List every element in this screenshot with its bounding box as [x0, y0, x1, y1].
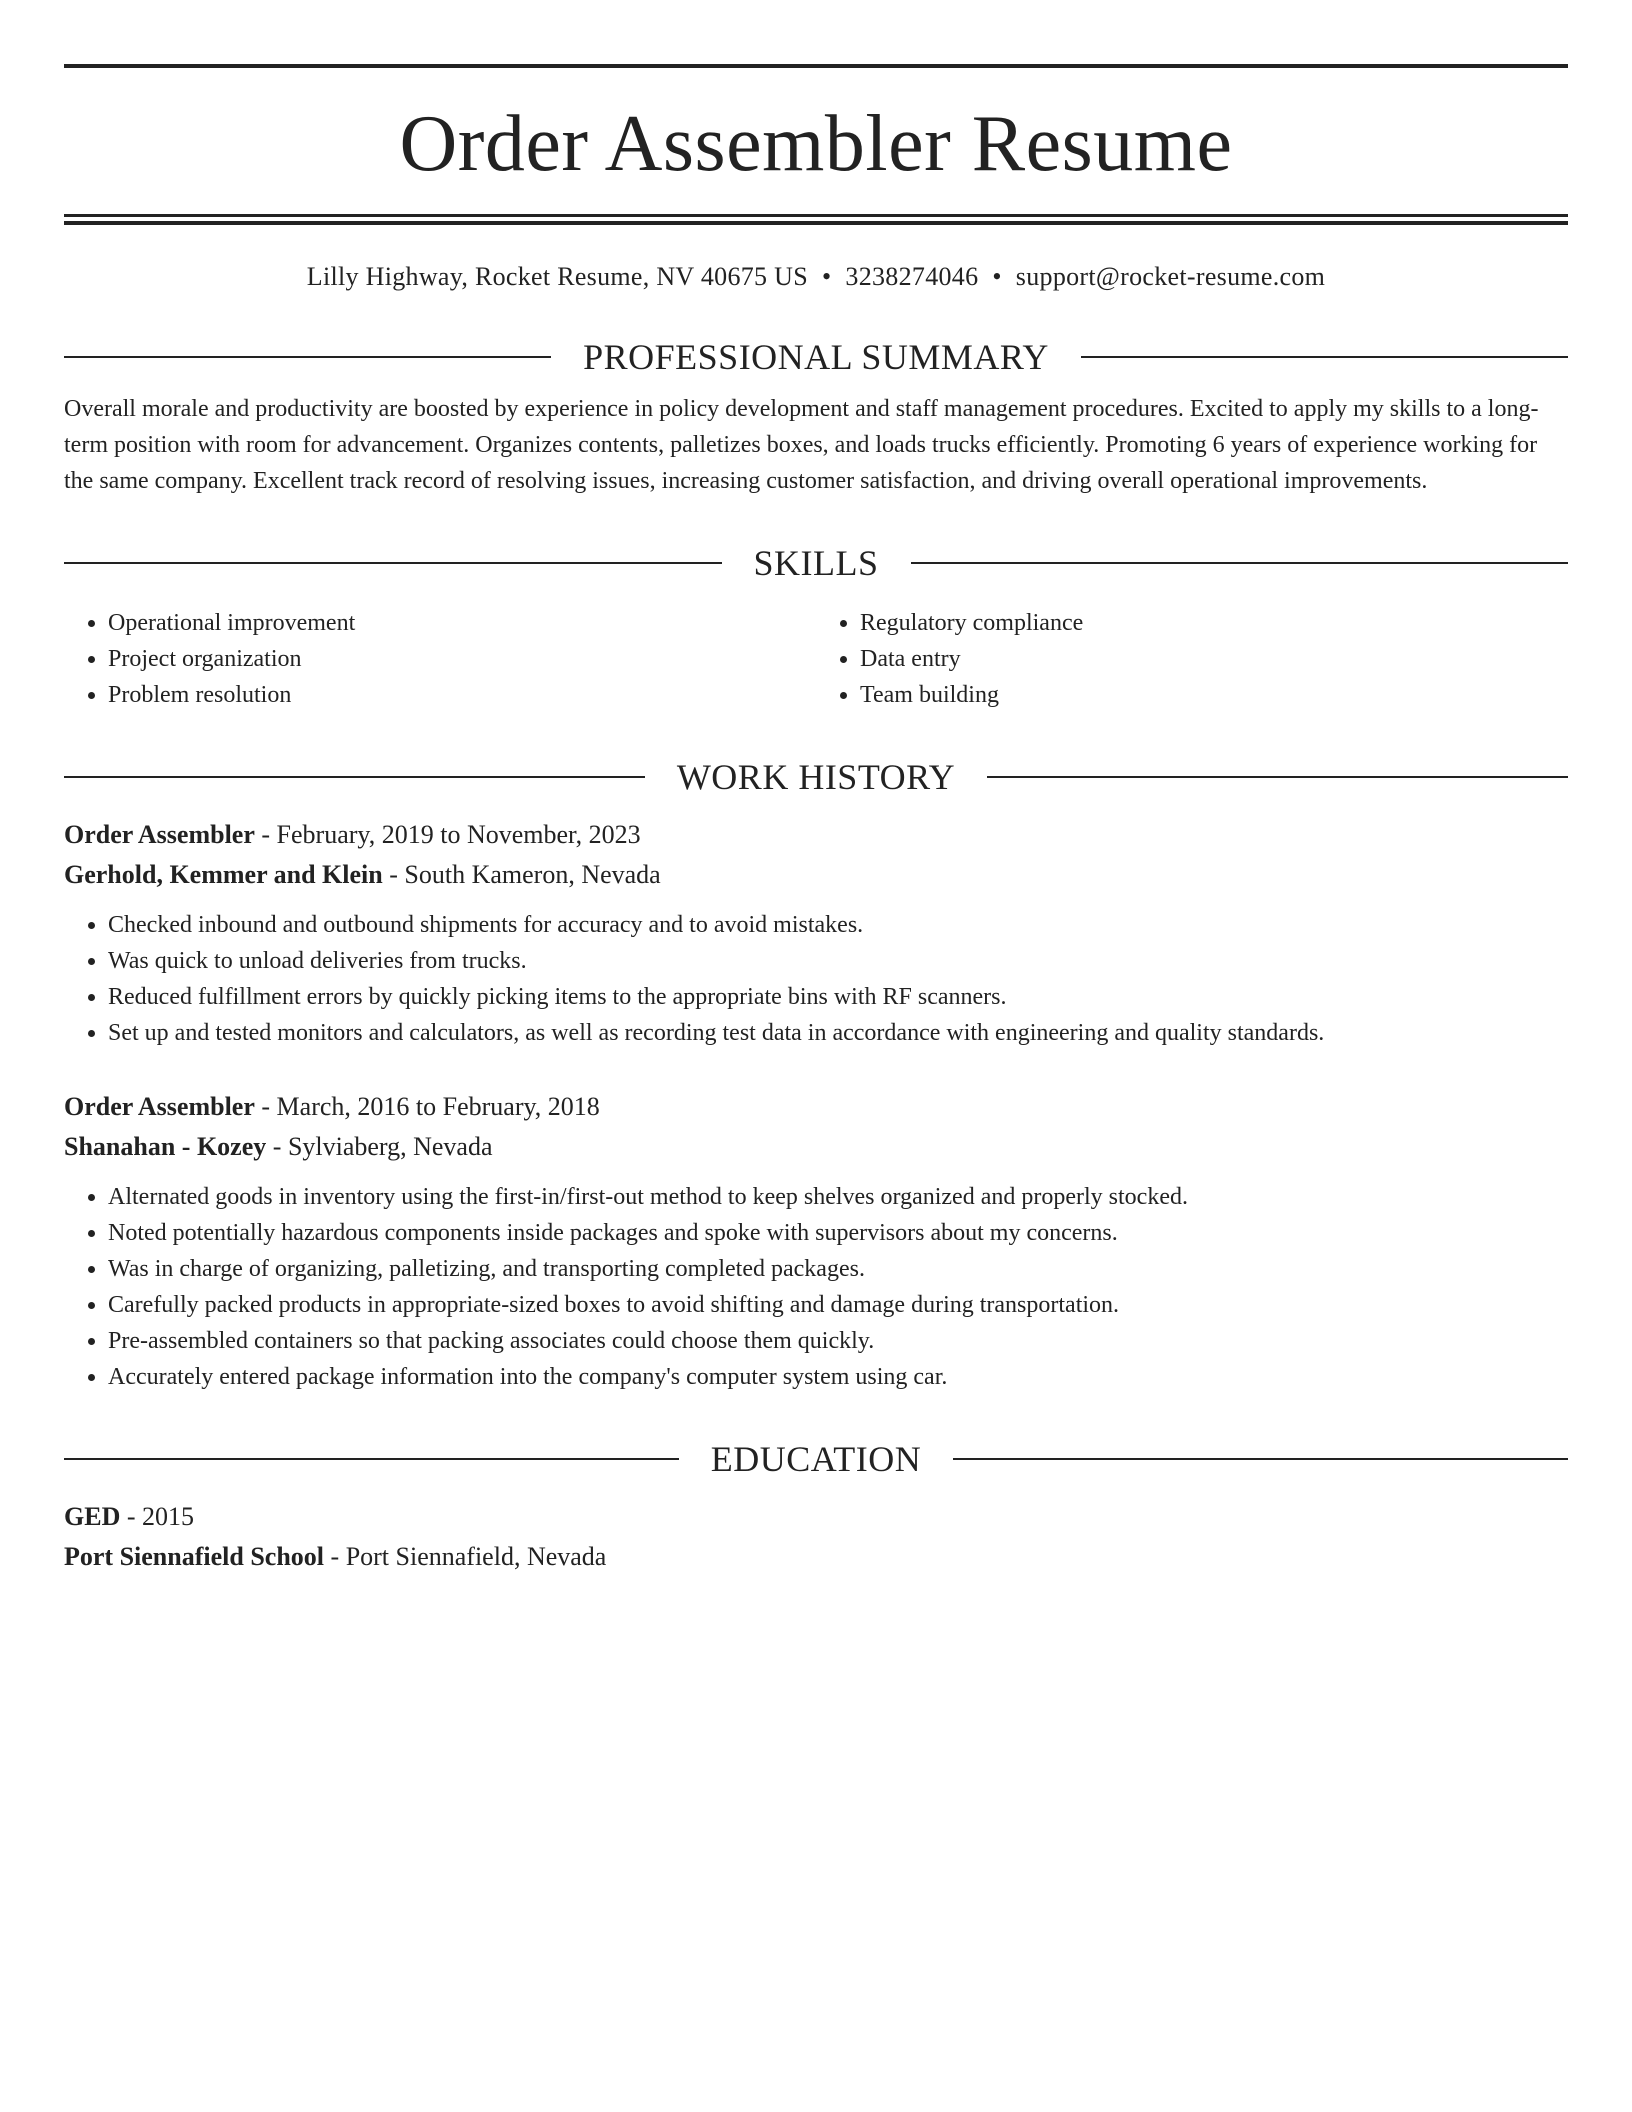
job-dates: March, 2016 to February, 2018: [276, 1092, 600, 1121]
job-entry: [64, 1087, 1568, 1395]
job-company-line: [64, 855, 1568, 895]
section-rule: [64, 562, 722, 564]
job-dates: February, 2019 to November, 2023: [276, 820, 641, 849]
section-header-education: [64, 1439, 1568, 1479]
contact-phone: 3238274046: [845, 262, 979, 291]
skill-item: • Data entry: [860, 641, 1568, 677]
job-bullet: • Carefully packed products in appropriate-sized boxes to avoid shifting and damage during transportation.: [108, 1287, 1568, 1323]
job-location: South Kameron, Nevada: [404, 860, 661, 889]
skill-item: • Problem resolution: [108, 677, 816, 713]
title-double-rule: [64, 214, 1568, 225]
job-bullet: • Was in charge of organizing, palletizing, and transporting completed packages.: [108, 1251, 1568, 1287]
skill-item: • Team building: [860, 677, 1568, 713]
section-rule: [64, 1458, 679, 1460]
job-company: Shanahan - Kozey: [64, 1132, 267, 1161]
education-school: Port Siennafield School: [64, 1542, 325, 1571]
section-rule: [1081, 356, 1568, 358]
dash: -: [254, 820, 277, 849]
job-title: Order Assembler: [64, 1092, 255, 1121]
resume-title: Order Assembler Resume: [399, 100, 1233, 188]
job-bullets: [64, 1179, 1568, 1395]
section-rule: [64, 356, 551, 358]
contact-line: [64, 261, 1568, 293]
section-title-work: WORK HISTORY: [676, 757, 956, 797]
dash: -: [254, 1092, 277, 1121]
skills-column-right: [816, 605, 1568, 713]
job-bullet: • Pre-assembled containers so that packing associates could choose them quickly.: [108, 1323, 1568, 1359]
work-history-list: [64, 815, 1568, 1395]
section-rule: [987, 776, 1568, 778]
section-header-summary: [64, 337, 1568, 377]
skills-column-left: [64, 605, 816, 713]
education-location: Port Siennafield, Nevada: [345, 1542, 607, 1571]
section-rule: [64, 776, 645, 778]
job-bullet: • Accurately entered package information into the company's computer system using car.: [108, 1359, 1568, 1395]
dash: -: [120, 1502, 143, 1531]
job-entry: [64, 815, 1568, 1051]
education-entry: [64, 1497, 1568, 1577]
job-bullet: • Reduced fulfillment errors by quickly picking items to the appropriate bins with RF scanners.: [108, 979, 1568, 1015]
job-bullet: • Set up and tested monitors and calculators, as well as recording test data in accordance with engineering and quality standards.: [108, 1015, 1568, 1051]
dash: -: [324, 1542, 346, 1571]
section-header-skills: [64, 543, 1568, 583]
job-bullet: • Was quick to unload deliveries from trucks.: [108, 943, 1568, 979]
job-bullet: • Alternated goods in inventory using the first-in/first-out method to keep shelves organized and properly stocked.: [108, 1179, 1568, 1215]
section-title-education: EDUCATION: [710, 1439, 922, 1479]
section-rule: [953, 1458, 1568, 1460]
contact-separator: •: [821, 262, 832, 291]
job-company-line: [64, 1127, 1568, 1167]
section-title-summary: PROFESSIONAL SUMMARY: [583, 337, 1049, 377]
dash: -: [266, 1132, 288, 1161]
education-degree-line: [64, 1497, 1568, 1537]
job-bullets: [64, 907, 1568, 1051]
job-bullet: • Checked inbound and outbound shipments for accuracy and to avoid mistakes.: [108, 907, 1568, 943]
contact-email: support@rocket-resume.com: [1015, 262, 1326, 291]
summary-text: Overall morale and productivity are boosted by experience in policy development and staff management procedures. Excited to apply my skills to a long-term position with room for advancement. Organizes contents, palletizes boxes, and loads trucks efficiently. Promoting 6 years of experience working for the same company. Excellent track record of resolving issues, increasing customer satisfaction, and driving overall operational improvements.: [64, 396, 1539, 494]
job-bullet: • Noted potentially hazardous components inside packages and spoke with supervisors about my concerns.: [108, 1215, 1568, 1251]
skill-item: • Regulatory compliance: [860, 605, 1568, 641]
job-company: Gerhold, Kemmer and Klein: [64, 860, 383, 889]
contact-address: Lilly Highway, Rocket Resume, NV 40675 US: [306, 262, 808, 291]
section-rule: [911, 562, 1569, 564]
section-title-skills: SKILLS: [753, 543, 879, 583]
education-degree: GED: [64, 1502, 121, 1531]
contact-separator: •: [992, 262, 1002, 291]
top-rule: [64, 64, 1568, 68]
skill-item: • Project organization: [108, 641, 816, 677]
job-location: Sylviaberg, Nevada: [287, 1132, 493, 1161]
skills-list: [64, 605, 1568, 713]
education-school-line: [64, 1537, 1568, 1577]
skill-item: • Operational improvement: [108, 605, 816, 641]
job-title-line: [64, 815, 1568, 855]
dash: -: [382, 860, 405, 889]
job-title: Order Assembler: [64, 820, 255, 849]
section-header-work: [64, 757, 1568, 797]
education-year: 2015: [142, 1502, 195, 1531]
job-title-line: [64, 1087, 1568, 1127]
